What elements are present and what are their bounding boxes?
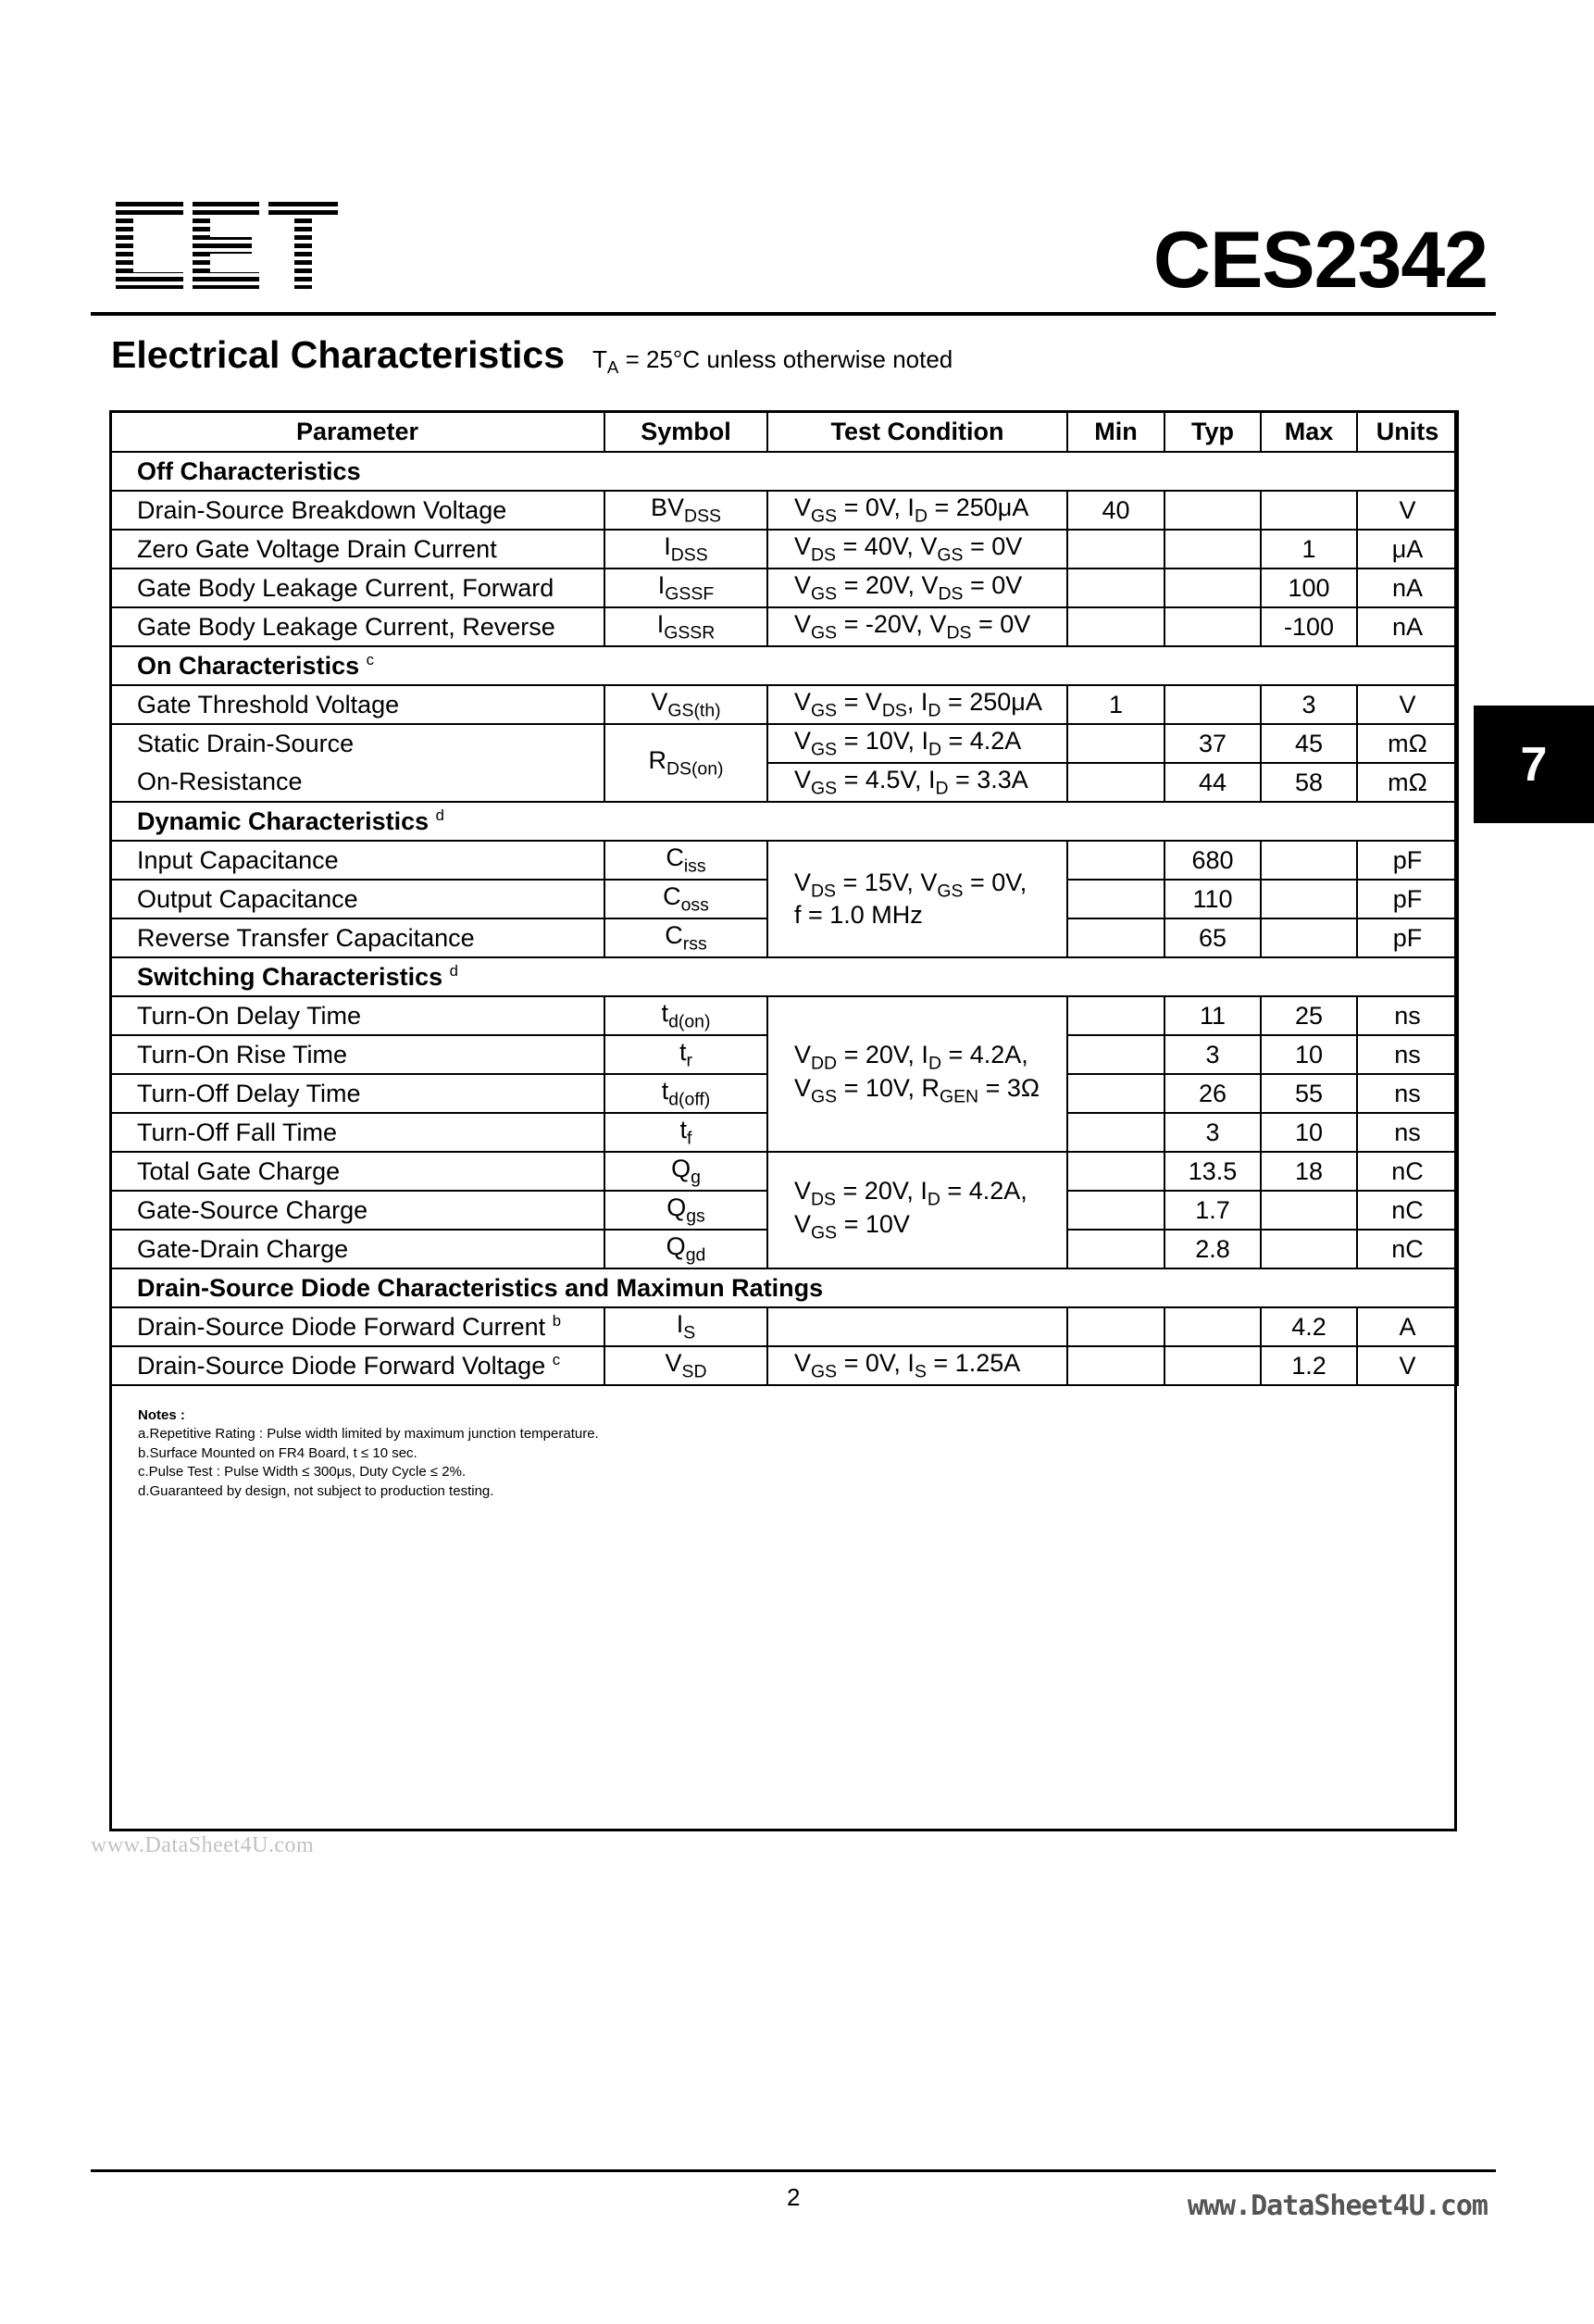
unit-cell: nA xyxy=(1357,569,1458,607)
condition-cell: $V_{GS} = 0V$, $I_D = 250\mu A$ xyxy=(767,491,1067,530)
unit-cell: mΩ xyxy=(1357,724,1458,763)
unit-cell: mΩ xyxy=(1357,763,1458,802)
symbol-cell: $I_S$ xyxy=(604,1307,767,1346)
param-cell: Gate Body Leakage Current, Reverse xyxy=(110,607,604,646)
unit-cell: V xyxy=(1357,685,1458,724)
condition-cell: $V_{DS} = 40V$, $V_{GS} = 0V$ xyxy=(767,530,1067,569)
min-cell xyxy=(1067,880,1164,918)
typ-cell: 110 xyxy=(1164,880,1261,918)
condition-cell: $V_{GS} = V_{DS}$, $I_D = 250\mu A$ xyxy=(767,685,1067,724)
table-row xyxy=(110,724,1458,763)
max-cell: 10 xyxy=(1261,1035,1357,1074)
unit-cell: V xyxy=(1357,1346,1458,1385)
min-cell: 40 xyxy=(1067,491,1164,530)
min-cell xyxy=(1067,1346,1164,1385)
min-cell xyxy=(1067,569,1164,607)
header-min: Min xyxy=(1067,411,1164,452)
table-row xyxy=(110,569,1458,607)
param-cell: On-Resistance xyxy=(110,763,604,802)
typ-cell: 3 xyxy=(1164,1035,1261,1074)
param-cell: Turn-Off Fall Time xyxy=(110,1113,604,1152)
param-cell: Gate Body Leakage Current, Forward xyxy=(110,569,604,607)
symbol-cell: $V_{GS(th)}$ xyxy=(604,685,767,724)
symbol-cell: $R_{DS(on)}$ xyxy=(604,724,767,802)
min-cell xyxy=(1067,996,1164,1035)
symbol-cell: $C_{rss}$ xyxy=(604,918,767,957)
header-parameter: Parameter xyxy=(110,411,604,452)
group-dynamic-characteristics: Dynamic Characteristics $^d$ xyxy=(110,802,1458,841)
group-on-characteristics: On Characteristics $^c$ xyxy=(110,646,1458,685)
footer-rule xyxy=(91,2169,1496,2172)
param-cell: Static Drain-Source xyxy=(110,724,604,763)
param-cell: Output Capacitance xyxy=(110,880,604,918)
footer-url: www.DataSheet4U.com xyxy=(1187,2190,1488,2222)
min-cell: 1 xyxy=(1067,685,1164,724)
typ-cell: 11 xyxy=(1164,996,1261,1035)
symbol-cell: $C_{iss}$ xyxy=(604,841,767,880)
table-row xyxy=(110,530,1458,569)
symbol-cell: $Q_{gd}$ xyxy=(604,1230,767,1268)
min-cell xyxy=(1067,1307,1164,1346)
table-row xyxy=(110,1152,1458,1191)
max-cell xyxy=(1261,1230,1357,1268)
min-cell xyxy=(1067,1191,1164,1230)
group-row xyxy=(110,452,1458,491)
table-row xyxy=(110,1346,1458,1385)
table-row xyxy=(110,996,1458,1035)
header-typ: Typ xyxy=(1164,411,1261,452)
note-item: a.Repetitive Rating : Pulse width limited by maximum junction temperature. xyxy=(138,1426,599,1443)
table-row xyxy=(110,685,1458,724)
typ-cell xyxy=(1164,530,1261,569)
symbol-cell: $I_{GSSF}$ xyxy=(604,569,767,607)
param-cell: Drain-Source Diode Forward Current $^b$ xyxy=(110,1307,604,1346)
group-off-characteristics: Off Characteristics xyxy=(110,452,1458,491)
condition-cell: $V_{DD} = 20V$, $I_D = 4.2A$, $V_{GS} = 10V$, $R_{GEN} = 3\Omega$ xyxy=(767,996,1067,1152)
part-number: CES2342 xyxy=(1152,216,1488,305)
typ-cell: 37 xyxy=(1164,724,1261,763)
min-cell xyxy=(1067,763,1164,802)
condition-cell xyxy=(767,1307,1067,1346)
group-diode-characteristics: Drain-Source Diode Characteristics and Maximun Ratings xyxy=(110,1268,1458,1307)
typ-cell: 680 xyxy=(1164,841,1261,880)
note-item: c.Pulse Test : Pulse Width ≤ 300μs, Duty Cycle ≤ 2%. xyxy=(138,1464,467,1481)
typ-cell: 65 xyxy=(1164,918,1261,957)
typ-cell xyxy=(1164,685,1261,724)
param-cell: Reverse Transfer Capacitance xyxy=(110,918,604,957)
table-header-row xyxy=(110,411,1458,452)
condition-cell: $V_{GS} = 10V$, $I_D = 4.2A$ xyxy=(767,724,1067,763)
symbol-cell: $Q_{gs}$ xyxy=(604,1191,767,1230)
group-row xyxy=(110,802,1458,841)
max-cell: 45 xyxy=(1261,724,1357,763)
unit-cell: pF xyxy=(1357,841,1458,880)
unit-cell: A xyxy=(1357,1307,1458,1346)
symbol-cell: $t_{d(off)}$ xyxy=(604,1074,767,1113)
unit-cell: V xyxy=(1357,491,1458,530)
max-cell: 10 xyxy=(1261,1113,1357,1152)
param-cell: Gate-Drain Charge xyxy=(110,1230,604,1268)
param-cell: Drain-Source Diode Forward Voltage $^c$ xyxy=(110,1346,604,1385)
table-row xyxy=(110,1307,1458,1346)
condition-cell: $V_{GS} = -20V$, $V_{DS} = 0V$ xyxy=(767,607,1067,646)
max-cell: 25 xyxy=(1261,996,1357,1035)
electrical-characteristics-table xyxy=(109,410,1459,1386)
condition-cell: $V_{GS} = 20V$, $V_{DS} = 0V$ xyxy=(767,569,1067,607)
unit-cell: nC xyxy=(1357,1152,1458,1191)
max-cell: 1.2 xyxy=(1261,1346,1357,1385)
max-cell: 1 xyxy=(1261,530,1357,569)
condition-cell: $V_{GS} = 4.5V$, $I_D = 3.3A$ xyxy=(767,763,1067,802)
condition-cell: $V_{DS} = 15V$, $V_{GS} = 0V$, f = 1.0 MHz xyxy=(767,841,1067,957)
condition-cell: $V_{DS} = 20V$, $I_D = 4.2A$, $V_{GS} = 10V$ xyxy=(767,1152,1067,1268)
table-row xyxy=(110,763,1458,802)
typ-cell: 3 xyxy=(1164,1113,1261,1152)
group-switching-characteristics: Switching Characteristics $^d$ xyxy=(110,957,1458,996)
max-cell xyxy=(1261,1191,1357,1230)
min-cell xyxy=(1067,1074,1164,1113)
symbol-cell: $t_r$ xyxy=(604,1035,767,1074)
typ-cell xyxy=(1164,569,1261,607)
symbol-cell: $BV_{DSS}$ xyxy=(604,491,767,530)
typ-cell: 1.7 xyxy=(1164,1191,1261,1230)
min-cell xyxy=(1067,1113,1164,1152)
symbol-cell: $I_{GSSR}$ xyxy=(604,607,767,646)
symbol-cell: $I_{DSS}$ xyxy=(604,530,767,569)
max-cell xyxy=(1261,841,1357,880)
min-cell xyxy=(1067,918,1164,957)
note-item: b.Surface Mounted on FR4 Board, t ≤ 10 sec. xyxy=(138,1444,417,1461)
typ-cell: 13.5 xyxy=(1164,1152,1261,1191)
header-max: Max xyxy=(1261,411,1357,452)
typ-cell xyxy=(1164,491,1261,530)
max-cell: 55 xyxy=(1261,1074,1357,1113)
symbol-cell: $Q_g$ xyxy=(604,1152,767,1191)
param-cell: Zero Gate Voltage Drain Current xyxy=(110,530,604,569)
electrical-characteristics-sheet xyxy=(109,410,1457,1831)
typ-cell: 44 xyxy=(1164,763,1261,802)
param-cell: Gate-Source Charge xyxy=(110,1191,604,1230)
section-condition: $T_A = 25^\circ C$ unless otherwise noted xyxy=(592,345,953,378)
table-row xyxy=(110,841,1458,880)
unit-cell: ns xyxy=(1357,996,1458,1035)
symbol-cell: $t_f$ xyxy=(604,1113,767,1152)
typ-cell: 26 xyxy=(1164,1074,1261,1113)
header-units: Units xyxy=(1357,411,1458,452)
unit-cell: ns xyxy=(1357,1035,1458,1074)
unit-cell: nC xyxy=(1357,1230,1458,1268)
max-cell: 3 xyxy=(1261,685,1357,724)
param-cell: Total Gate Charge xyxy=(110,1152,604,1191)
max-cell: 58 xyxy=(1261,763,1357,802)
table-row xyxy=(110,607,1458,646)
unit-cell: pF xyxy=(1357,918,1458,957)
cet-logo xyxy=(111,194,342,296)
header-test-condition: Test Condition xyxy=(767,411,1067,452)
note-item: d.Guaranteed by design, not subject to production testing. xyxy=(138,1482,494,1499)
typ-cell xyxy=(1164,1346,1261,1385)
symbol-cell: $C_{oss}$ xyxy=(604,880,767,918)
min-cell xyxy=(1067,1152,1164,1191)
max-cell: 4.2 xyxy=(1261,1307,1357,1346)
group-row xyxy=(110,957,1458,996)
max-cell xyxy=(1261,918,1357,957)
page-number: 2 xyxy=(787,2183,801,2211)
param-cell: Turn-Off Delay Time xyxy=(110,1074,604,1113)
min-cell xyxy=(1067,1035,1164,1074)
typ-cell xyxy=(1164,1307,1261,1346)
min-cell xyxy=(1067,607,1164,646)
max-cell xyxy=(1261,880,1357,918)
chapter-tab: 7 xyxy=(1474,706,1594,823)
symbol-cell: $V_{SD}$ xyxy=(604,1346,767,1385)
typ-cell: 2.8 xyxy=(1164,1230,1261,1268)
notes-block xyxy=(112,1386,1454,1501)
header-rule xyxy=(91,312,1496,316)
unit-cell: ns xyxy=(1357,1113,1458,1152)
param-cell: Gate Threshold Voltage xyxy=(110,685,604,724)
param-cell: Turn-On Rise Time xyxy=(110,1035,604,1074)
min-cell xyxy=(1067,1230,1164,1268)
condition-cell: $V_{GS} = 0V$, $I_S = 1.25A$ xyxy=(767,1346,1067,1385)
unit-cell: nA xyxy=(1357,607,1458,646)
max-cell: 100 xyxy=(1261,569,1357,607)
header-symbol: Symbol xyxy=(604,411,767,452)
min-cell xyxy=(1067,724,1164,763)
group-row xyxy=(110,1268,1458,1307)
group-row xyxy=(110,646,1458,685)
min-cell xyxy=(1067,530,1164,569)
param-cell: Drain-Source Breakdown Voltage xyxy=(110,491,604,530)
watermark-text: www.DataSheet4U.com xyxy=(91,1833,315,1857)
unit-cell: ns xyxy=(1357,1074,1458,1113)
max-cell xyxy=(1261,491,1357,530)
param-cell: Input Capacitance xyxy=(110,841,604,880)
unit-cell: μA xyxy=(1357,530,1458,569)
min-cell xyxy=(1067,841,1164,880)
table-row xyxy=(110,491,1458,530)
notes-title: Notes : xyxy=(138,1407,185,1423)
section-title: Electrical Characteristics xyxy=(111,333,565,376)
typ-cell xyxy=(1164,607,1261,646)
max-cell: -100 xyxy=(1261,607,1357,646)
unit-cell: nC xyxy=(1357,1191,1458,1230)
unit-cell: pF xyxy=(1357,880,1458,918)
param-cell: Turn-On Delay Time xyxy=(110,996,604,1035)
symbol-cell: $t_{d(on)}$ xyxy=(604,996,767,1035)
max-cell: 18 xyxy=(1261,1152,1357,1191)
